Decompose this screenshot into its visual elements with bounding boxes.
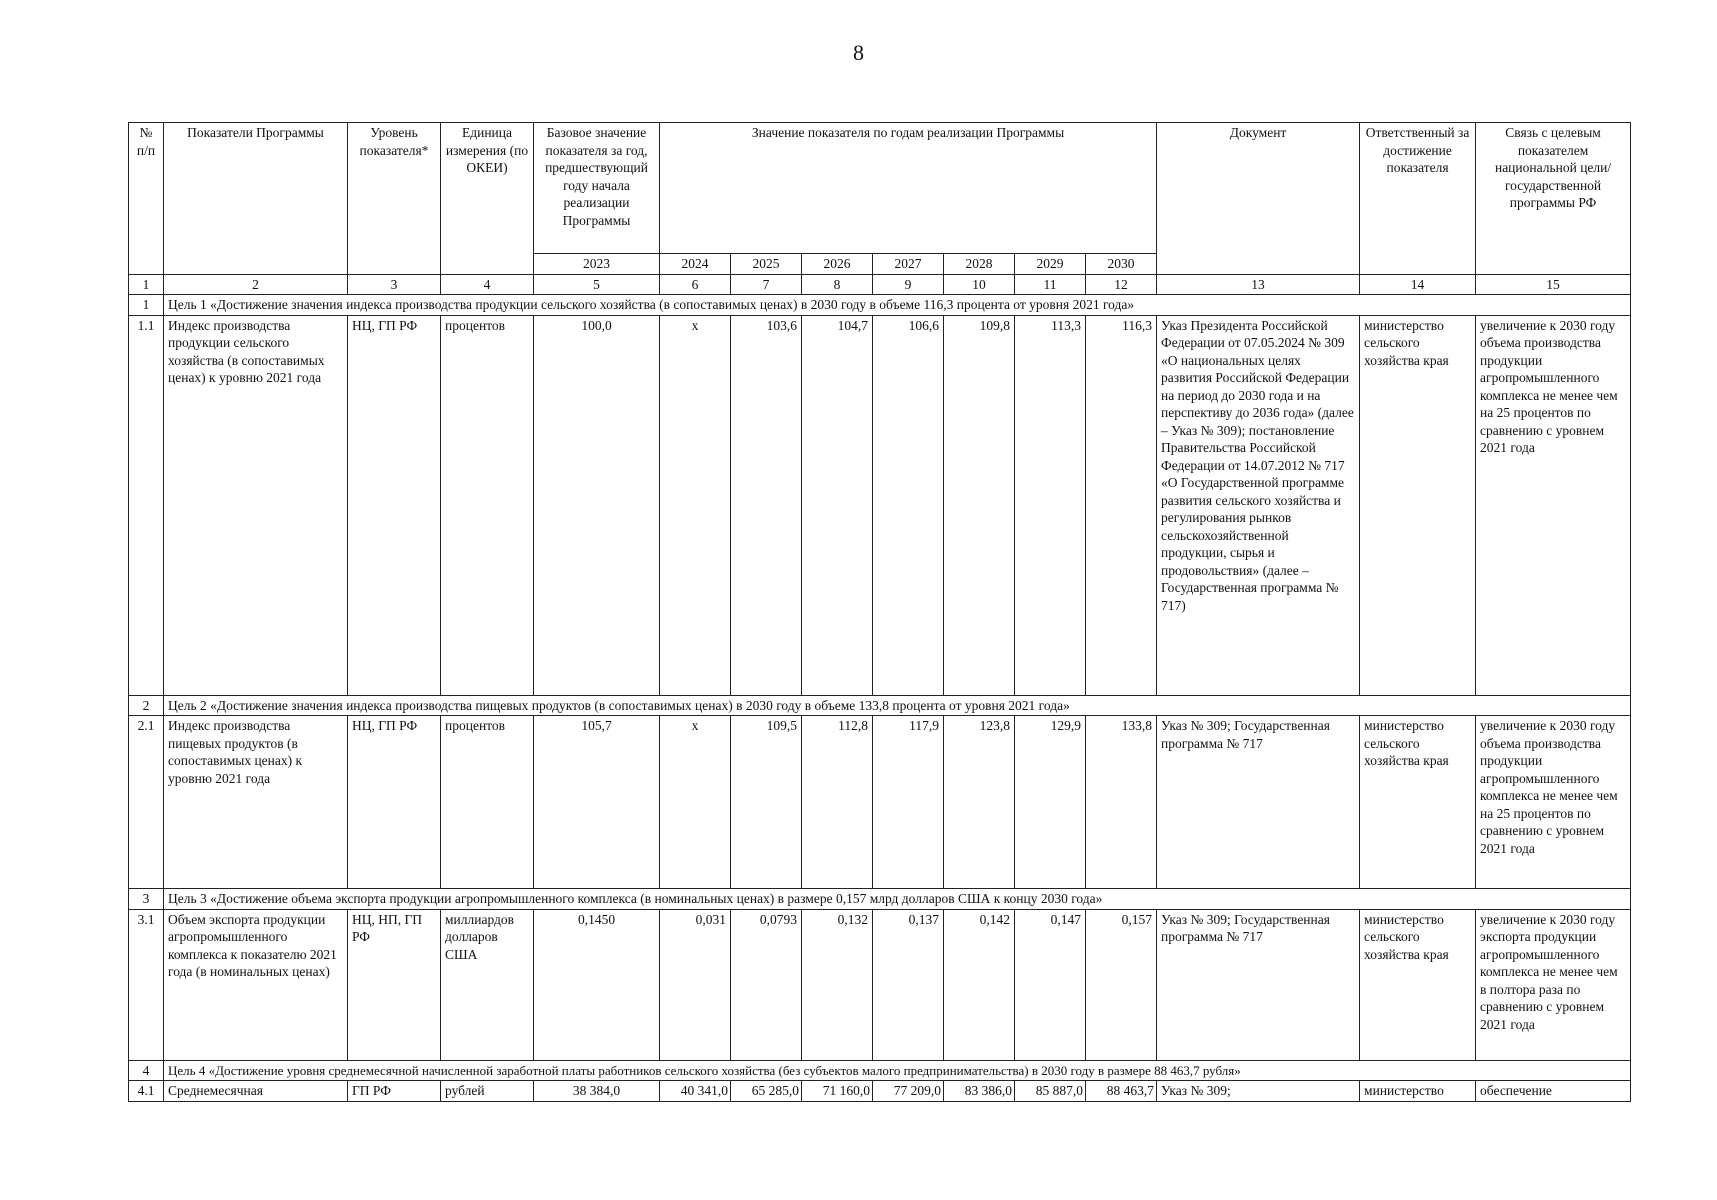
year-value: x	[660, 315, 731, 695]
row-number: 1.1	[129, 315, 164, 695]
goal-text: Цель 1 «Достижение значения индекса производства продукции сельского хозяйства (в сопоставимых ценах) в 2030 году в объеме 116,3 процента от уровня 2021 года»	[164, 295, 1631, 316]
national-goal-link: обеспечение	[1476, 1081, 1631, 1102]
indicator-name: Индекс производства продукции сельского хозяйства (в сопоставимых ценах) к уровню 2021 года	[164, 315, 348, 695]
year-value: 116,3	[1086, 315, 1157, 695]
indicator-level: НЦ, НП, ГП РФ	[348, 909, 441, 1060]
row-number: 3.1	[129, 909, 164, 1060]
year-value: 77 209,0	[873, 1081, 944, 1102]
year-value: 117,9	[873, 716, 944, 889]
document-reference: Указ № 309; Государственная программа № 717	[1157, 716, 1360, 889]
table-header-row	[129, 123, 1631, 254]
national-goal-link: увеличение к 2030 году объема производства продукции агропромышленного комплекса не менее чем на 25 процентов по сравнению с уровнем 2021 года	[1476, 716, 1631, 889]
year-value: x	[660, 716, 731, 889]
year-value: 65 285,0	[731, 1081, 802, 1102]
goal-row	[129, 1060, 1631, 1081]
year-value: 112,8	[802, 716, 873, 889]
column-number: 13	[1157, 274, 1360, 295]
indicator-row	[129, 1081, 1631, 1102]
indicators-table	[128, 122, 1631, 1102]
indicator-unit: миллиардов долларов США	[441, 909, 534, 1060]
goal-row	[129, 295, 1631, 316]
responsible-body: министерство сельского хозяйства края	[1360, 909, 1476, 1060]
header-indicators: Показатели Программы	[164, 123, 348, 275]
responsible-body: министерство	[1360, 1081, 1476, 1102]
document-reference: Указ Президента Российской Федерации от 07.05.2024 № 309 «О национальных целях развития Российской Федерации на период до 2030 года и на перспективу до 2036 года» (далее – Указ № 309); постановление Правительства Российской Федерации от 14.07.2012 № 717 «О Государственной программе развития сельского хозяйства и регулирования рынков сельскохозяйственной продукции, сырья и продовольствия» (далее – Государственная программа № 717)	[1157, 315, 1360, 695]
column-number: 6	[660, 274, 731, 295]
year-value: 0,142	[944, 909, 1015, 1060]
column-number: 15	[1476, 274, 1631, 295]
header-num: № п/п	[129, 123, 164, 275]
year-value: 109,5	[731, 716, 802, 889]
goal-number: 2	[129, 695, 164, 716]
column-number: 3	[348, 274, 441, 295]
goal-text: Цель 3 «Достижение объема экспорта продукции агропромышленного комплекса (в номинальных ценах) в размере 0,157 млрд долларов США к концу 2030 года»	[164, 889, 1631, 910]
year-value: 104,7	[802, 315, 873, 695]
base-value: 100,0	[534, 315, 660, 695]
year-value: 0,137	[873, 909, 944, 1060]
column-number: 14	[1360, 274, 1476, 295]
column-number: 4	[441, 274, 534, 295]
year-value: 0,0793	[731, 909, 802, 1060]
header-level: Уровень показателя*	[348, 123, 441, 275]
indicator-row	[129, 909, 1631, 1060]
year-value: 71 160,0	[802, 1081, 873, 1102]
goal-text: Цель 2 «Достижение значения индекса производства пищевых продуктов (в сопоставимых ценах) в 2030 году в объеме 133,8 процента от уровня 2021 года»	[164, 695, 1631, 716]
indicator-name: Объем экспорта продукции агропромышленного комплекса к показателю 2021 года (в номинальных ценах)	[164, 909, 348, 1060]
national-goal-link: увеличение к 2030 году экспорта продукции агропромышленного комплекса не менее чем в полтора раза по сравнению с уровнем 2021 года	[1476, 909, 1631, 1060]
document-reference: Указ № 309;	[1157, 1081, 1360, 1102]
year-value: 0,147	[1015, 909, 1086, 1060]
indicator-name: Среднемесячная	[164, 1081, 348, 1102]
header-year: 2026	[802, 254, 873, 275]
indicator-row	[129, 716, 1631, 889]
row-number: 4.1	[129, 1081, 164, 1102]
year-value: 85 887,0	[1015, 1081, 1086, 1102]
header-link: Связь с целевым показателем национальной цели/ государственной программы РФ	[1476, 123, 1631, 275]
goal-number: 1	[129, 295, 164, 316]
column-number: 5	[534, 274, 660, 295]
column-number-row	[129, 274, 1631, 295]
header-by-years: Значение показателя по годам реализации Программы	[660, 123, 1157, 254]
national-goal-link: увеличение к 2030 году объема производства продукции агропромышленного комплекса не менее чем на 25 процентов по сравнению с уровнем 2021 года	[1476, 315, 1631, 695]
header-year: 2028	[944, 254, 1015, 275]
base-value: 105,7	[534, 716, 660, 889]
indicator-level: НЦ, ГП РФ	[348, 716, 441, 889]
column-number: 8	[802, 274, 873, 295]
indicator-level: НЦ, ГП РФ	[348, 315, 441, 695]
responsible-body: министерство сельского хозяйства края	[1360, 716, 1476, 889]
indicator-unit: рублей	[441, 1081, 534, 1102]
column-number: 11	[1015, 274, 1086, 295]
responsible-body: министерство сельского хозяйства края	[1360, 315, 1476, 695]
year-value: 133,8	[1086, 716, 1157, 889]
header-base: Базовое значение показателя за год, предшествующий году начала реализации Программы	[534, 123, 660, 254]
year-value: 83 386,0	[944, 1081, 1015, 1102]
goal-number: 3	[129, 889, 164, 910]
goal-row	[129, 889, 1631, 910]
header-responsible: Ответственный за достижение показателя	[1360, 123, 1476, 275]
header-year: 2027	[873, 254, 944, 275]
indicator-level: ГП РФ	[348, 1081, 441, 1102]
row-number: 2.1	[129, 716, 164, 889]
year-value: 0,031	[660, 909, 731, 1060]
year-value: 129,9	[1015, 716, 1086, 889]
column-number: 9	[873, 274, 944, 295]
base-value: 0,1450	[534, 909, 660, 1060]
goal-number: 4	[129, 1060, 164, 1081]
year-value: 88 463,7	[1086, 1081, 1157, 1102]
indicator-name: Индекс производства пищевых продуктов (в сопоставимых ценах) к уровню 2021 года	[164, 716, 348, 889]
header-base-year: 2023	[534, 254, 660, 275]
header-document: Документ	[1157, 123, 1360, 275]
header-unit: Единица измерения (по ОКЕИ)	[441, 123, 534, 275]
year-value: 0,157	[1086, 909, 1157, 1060]
base-value: 38 384,0	[534, 1081, 660, 1102]
goal-row	[129, 695, 1631, 716]
year-value: 0,132	[802, 909, 873, 1060]
column-number: 12	[1086, 274, 1157, 295]
header-year: 2029	[1015, 254, 1086, 275]
column-number: 7	[731, 274, 802, 295]
indicator-unit: процентов	[441, 315, 534, 695]
year-value: 106,6	[873, 315, 944, 695]
goal-text: Цель 4 «Достижение уровня среднемесячной начисленной заработной платы работников сельского хозяйства (без субъектов малого предпринимательства) в 2030 году в размере 88 463,7 рубля»	[164, 1060, 1631, 1081]
year-value: 109,8	[944, 315, 1015, 695]
indicator-unit: процентов	[441, 716, 534, 889]
column-number: 2	[164, 274, 348, 295]
column-number: 10	[944, 274, 1015, 295]
document-reference: Указ № 309; Государственная программа № 717	[1157, 909, 1360, 1060]
page-number: 8	[853, 40, 864, 65]
header-year: 2025	[731, 254, 802, 275]
year-value: 123,8	[944, 716, 1015, 889]
indicator-row	[129, 315, 1631, 695]
year-value: 40 341,0	[660, 1081, 731, 1102]
year-value: 113,3	[1015, 315, 1086, 695]
header-year: 2030	[1086, 254, 1157, 275]
year-value: 103,6	[731, 315, 802, 695]
column-number: 1	[129, 274, 164, 295]
header-year: 2024	[660, 254, 731, 275]
